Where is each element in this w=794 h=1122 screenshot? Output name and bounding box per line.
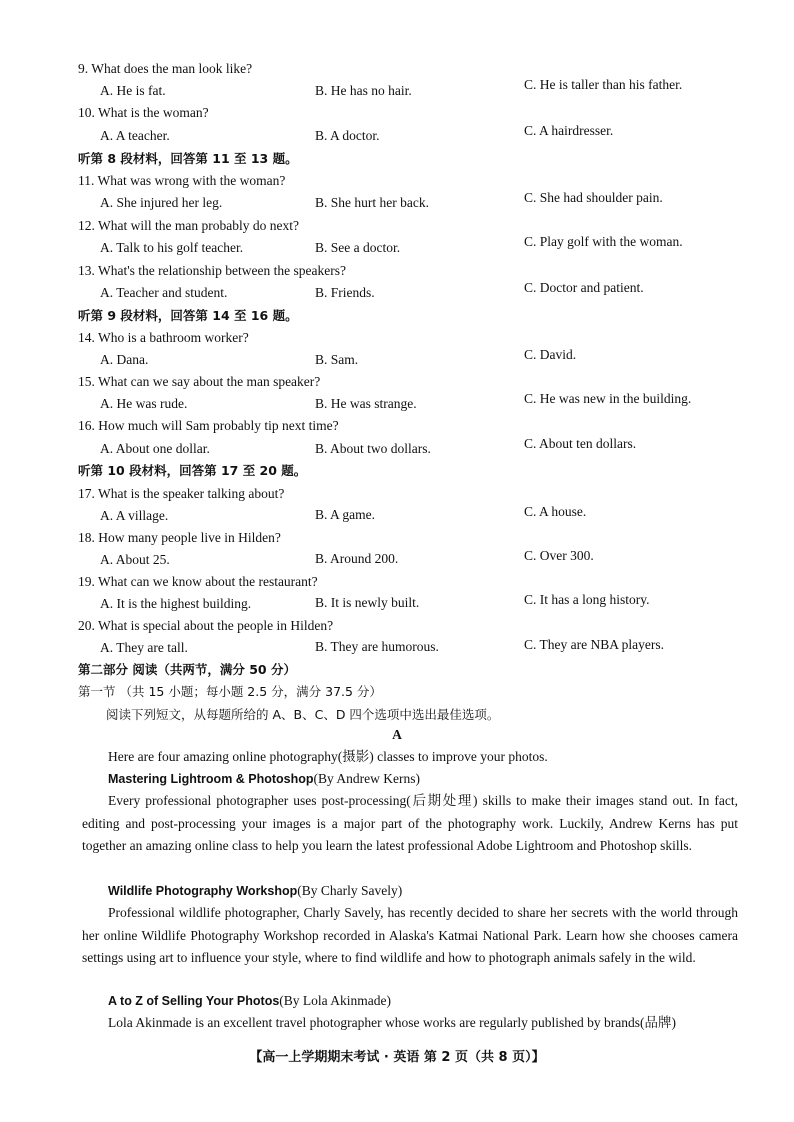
question-stem: 9. What does the man look like? [78, 61, 253, 76]
option-c: C. He was new in the building. [524, 391, 692, 406]
option-a: A. Talk to his golf teacher. [100, 240, 244, 255]
option-b: B. See a doctor. [315, 240, 401, 255]
option-c: C. It has a long history. [524, 592, 650, 607]
option-b: B. A doctor. [315, 128, 380, 143]
passage-letter: A [392, 727, 402, 742]
option-b: B. He has no hair. [315, 83, 412, 98]
option-a: A. About 25. [100, 552, 170, 567]
option-c: C. A house. [524, 504, 587, 519]
class-text: Lola Akinmade is an excellent travel photographer whose works are regularly published by brands(品牌) [108, 1015, 676, 1030]
question-stem: 19. What can we know about the restaurant? [78, 574, 318, 589]
class-description [82, 790, 738, 858]
class-heading [108, 883, 402, 899]
option-b: B. It is newly built. [315, 595, 420, 610]
class-heading [108, 771, 420, 787]
class-author: (By Lola Akinmade) [279, 993, 392, 1008]
class-description [82, 1012, 738, 1035]
question-stem: 20. What is special about the people in Hilden? [78, 618, 334, 633]
section-heading: 听第 10 段材料，回答第 17 至 20 题。 [78, 463, 307, 478]
option-a: A. About one dollar. [100, 441, 210, 456]
section-heading: 第一节 （共 15 小题；每小题 2.5 分，满分 37.5 分） [78, 684, 382, 699]
question-stem: 14. Who is a bathroom worker? [78, 330, 249, 345]
option-a: A. He was rude. [100, 396, 188, 411]
option-c: C. She had shoulder pain. [524, 190, 663, 205]
option-a: A. Teacher and student. [100, 285, 228, 300]
option-b: B. A game. [315, 507, 375, 522]
class-title: Mastering Lightroom & Photoshop [108, 772, 314, 786]
option-c: C. Doctor and patient. [524, 280, 644, 295]
question-stem: 18. How many people live in Hilden? [78, 530, 281, 545]
question-stem: 17. What is the speaker talking about? [78, 486, 285, 501]
question-stem: 12. What will the man probably do next? [78, 218, 299, 233]
option-a: A. Dana. [100, 352, 149, 367]
option-b: B. Sam. [315, 352, 359, 367]
option-c: C. They are NBA players. [524, 637, 664, 652]
option-a: A. A village. [100, 508, 169, 523]
option-a: A. They are tall. [100, 640, 188, 655]
section-heading: 听第 9 段材料，回答第 14 至 16 题。 [78, 308, 298, 323]
option-c: C. He is taller than his father. [524, 77, 683, 92]
class-text: Every professional photographer uses post-processing(后期处理) skills to make their images stand out. In fact, editing and post-processing your images is a major part of the photography work. Luckily, Andrew Kerns has put together an amazing online class to help you learn the latest professional Adobe Lightroom and Photoshop skills. [82, 793, 738, 853]
page-footer: 【高一上学期期末考试 · 英语 第 2 页（共 8 页）】 [249, 1050, 545, 1065]
class-author: (By Charly Savely) [297, 883, 403, 898]
passage-intro: Here are four amazing online photography(摄影) classes to improve your photos. [108, 749, 548, 764]
instruction: 阅读下列短文，从每题所给的 A、B、C、D 四个选项中选出最佳选项。 [106, 707, 500, 722]
option-c: C. David. [524, 347, 577, 362]
question-stem: 15. What can we say about the man speaker? [78, 374, 321, 389]
class-author: (By Andrew Kerns) [313, 771, 421, 786]
option-a: A. A teacher. [100, 128, 170, 143]
option-c: C. Play golf with the woman. [524, 234, 683, 249]
class-text: Professional wildlife photographer, Charly Savely, has recently decided to share her secrets with the world through her online Wildlife Photography Workshop recorded in Alaska's Katmai National Park. Learn how she chooses camera settings using art to influence your style, where to find wildlife and how to photograph animals safely in the wild. [82, 905, 738, 965]
option-a: A. It is the highest building. [100, 596, 252, 611]
class-title: Wildlife Photography Workshop [108, 884, 298, 898]
option-c: C. About ten dollars. [524, 436, 637, 451]
class-title: A to Z of Selling Your Photos [108, 994, 280, 1008]
option-b: B. Around 200. [315, 551, 399, 566]
option-c: C. Over 300. [524, 548, 594, 563]
question-stem: 10. What is the woman? [78, 105, 209, 120]
option-c: C. A hairdresser. [524, 123, 614, 138]
option-a: A. She injured her leg. [100, 195, 223, 210]
question-stem: 13. What's the relationship between the speakers? [78, 263, 346, 278]
option-b: B. About two dollars. [315, 441, 431, 456]
section-heading: 听第 8 段材料，回答第 11 至 13 题。 [78, 151, 298, 166]
question-stem: 16. How much will Sam probably tip next time? [78, 418, 339, 433]
class-heading [108, 993, 391, 1009]
part-heading: 第二部分 阅读（共两节，满分 50 分） [78, 662, 296, 677]
class-description [82, 902, 738, 970]
option-b: B. They are humorous. [315, 639, 439, 654]
option-b: B. Friends. [315, 285, 375, 300]
option-b: B. She hurt her back. [315, 195, 429, 210]
question-stem: 11. What was wrong with the woman? [78, 173, 286, 188]
option-a: A. He is fat. [100, 83, 166, 98]
option-b: B. He was strange. [315, 396, 417, 411]
